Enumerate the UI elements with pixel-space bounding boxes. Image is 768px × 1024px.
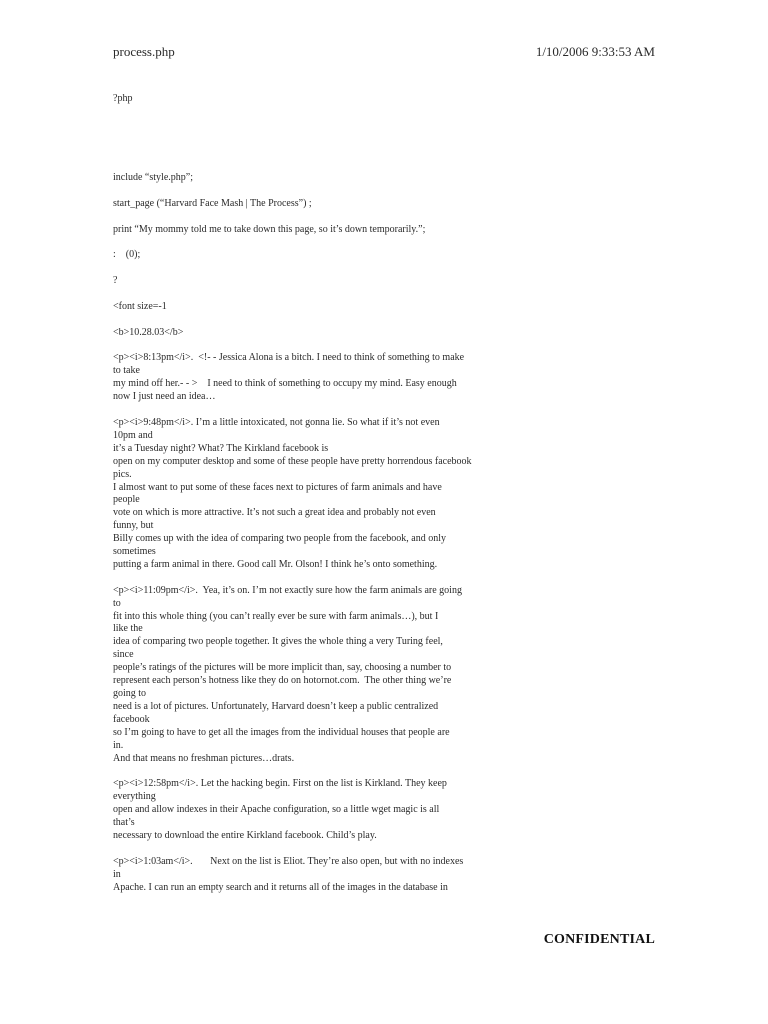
file-name: process.php — [113, 44, 175, 59]
text-line: need is a lot of pictures. Unfortunately, Harvard doesn’t keep a public centralized — [113, 700, 439, 712]
document-body — [113, 93, 533, 907]
text-block — [113, 327, 533, 340]
text-line: people’s ratings of the pictures will be more implicit than, say, choosing a number to — [113, 662, 452, 674]
text-line: vote on which is more attractive. It’s not such a great idea and probably not even — [113, 507, 436, 519]
text-line: idea of comparing two people together. It gives the whole thing a very Turing feel, — [113, 636, 443, 648]
text-line: putting a farm animal in there. Good call Mr. Olson! I think he’s onto something. — [113, 558, 438, 570]
text-line: that’s — [113, 817, 135, 829]
text-line: <p><i>12:58pm</i>. Let the hacking begin. First on the list is Kirkland. They keep — [113, 778, 447, 790]
text-line: <p><i>9:48pm</i>. I’m a little intoxicated, not gonna lie. So what if it’s not even — [113, 417, 440, 428]
text-line: now I just need an idea… — [113, 391, 216, 403]
text-line: since — [113, 649, 134, 661]
text-block — [113, 198, 533, 211]
text-line: <p><i>11:09pm</i>. Yea, it’s on. I’m not exactly sure how the farm animals are going — [113, 584, 462, 596]
text-line: necessary to download the entire Kirkland facebook. Child’s play. — [113, 829, 377, 841]
text-block — [113, 224, 533, 237]
print-timestamp: 1/10/2006 9:33:53 AM — [535, 44, 655, 59]
text-line: funny, but — [113, 520, 154, 532]
text-line: print “My mommy told me to take down this page, so it’s down temporarily.”; — [113, 223, 426, 235]
text-line: in — [113, 868, 121, 880]
confidential-stamp: CONFIDENTIAL — [543, 932, 655, 947]
text-block — [113, 856, 533, 895]
text-line: pics. — [113, 468, 132, 480]
text-block — [113, 417, 533, 572]
text-line: open on my computer desktop and some of these people have pretty horrendous facebook — [113, 455, 472, 467]
text-block — [113, 93, 533, 106]
text-line: include “style.php”; — [113, 171, 193, 183]
text-line: Apache. I can run an empty search and it returns all of the images in the database in — [113, 881, 448, 893]
text-line: sometimes — [113, 546, 156, 558]
text-line: ?php — [113, 93, 133, 104]
text-block — [113, 275, 533, 288]
text-line: everything — [113, 791, 156, 803]
text-line: my mind off her.- - > I need to think of something to occupy my mind. Easy enough — [113, 378, 457, 390]
page-header — [113, 44, 655, 60]
text-line: represent each person’s hotness like they do on hotornot.com. The other thing we’re — [113, 675, 452, 687]
text-block — [113, 585, 533, 766]
text-line: <p><i>8:13pm</i>. <!- - Jessica Alona is a bitch. I need to think of something to make — [113, 352, 465, 364]
text-line: open and allow indexes in their Apache configuration, so a little wget magic is all — [113, 804, 440, 816]
text-line: <p><i>1:03am</i>. Next on the list is Eliot. They’re also open, but with no indexes — [113, 855, 464, 867]
text-line: to — [113, 597, 121, 609]
text-line: <b>10.28.03</b> — [113, 326, 184, 338]
text-line: to take — [113, 365, 140, 377]
text-line: it’s a Tuesday night? What? The Kirkland facebook is — [113, 442, 329, 454]
text-line: facebook — [113, 713, 150, 725]
text-line: I almost want to put some of these faces next to pictures of farm animals and have — [113, 481, 442, 493]
text-line: start_page (“Harvard Face Mash | The Process”) ; — [113, 197, 312, 209]
text-line: And that means no freshman pictures…drats. — [113, 752, 295, 764]
text-line: fit into this whole thing (you can’t really ever be sure with farm animals…), but I — [113, 610, 439, 622]
text-block — [113, 352, 533, 404]
text-block — [113, 778, 533, 843]
text-block — [113, 249, 533, 262]
text-line: in. — [113, 739, 124, 751]
text-line: people — [113, 494, 140, 506]
text-line: so I’m going to have to get all the images from the individual houses that people are — [113, 726, 450, 738]
text-block — [113, 172, 533, 185]
text-line: Billy comes up with the idea of comparing two people from the facebook, and only — [113, 533, 446, 545]
text-line: like the — [113, 623, 143, 635]
text-line: 10pm and — [113, 429, 153, 441]
text-line: : (0); — [113, 249, 141, 261]
text-line: ? — [113, 275, 118, 287]
text-line: <font size=-1 — [113, 300, 167, 312]
text-line: going to — [113, 688, 147, 700]
text-block — [113, 301, 533, 314]
